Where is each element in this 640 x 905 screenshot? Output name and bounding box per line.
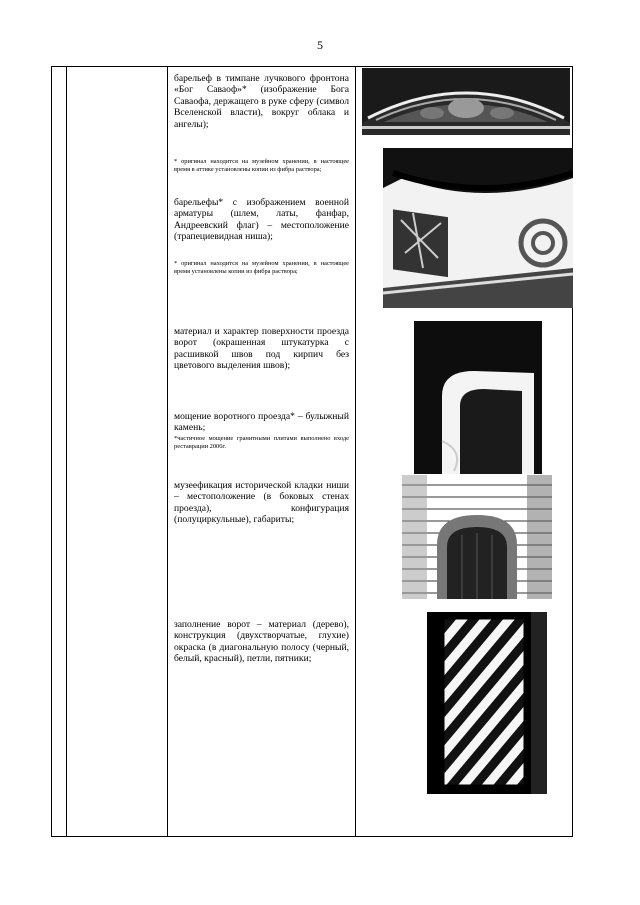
- column-divider: [66, 67, 67, 836]
- footnote-military: * оригинал находится на музейном хранении, в настоящее время установлены копии из фибра раствора;: [174, 260, 349, 276]
- gate-passage-photo: [414, 321, 542, 474]
- striped-gate-photo: [427, 612, 547, 794]
- item-tympanum-relief: барельеф в тимпане лучкового фронтона «Бог Саваоф»* (изображение Бога Саваофа, держащего в руке сферу (символ Вселенской власти), вокруг облака и ангелы);: [174, 73, 349, 130]
- column-divider: [167, 67, 168, 836]
- footnote-paving: *частичное мощение гранитными плитами выполнено входе реставрации 2006г.: [174, 435, 349, 451]
- document-table: [51, 66, 573, 837]
- item-paving: мощение воротного проезда* – булыжный камень;: [174, 411, 349, 434]
- item-gate-filling: заполнение ворот – материал (дерево), конструкция (двухстворчатые, глухие) окраска (в диагональную полосу (черный, белый, красный), петли, пятники;: [174, 619, 349, 665]
- column-divider: [355, 67, 356, 836]
- item-niche-masonry: музеефикация исторической кладки ниши – местоположение (в боковых стенах проезда), конфигурация (полуциркульные), габариты;: [174, 480, 349, 526]
- footnote-tympanum: * оригинал находится на музейном хранении, в настоящее время в аттике установлены копии из фибра раствора;: [174, 158, 349, 174]
- item-military-reliefs: барельефы* с изображением военной арматуры (шлем, латы, фанфар, Андреевский флаг) – местоположение (трапециевидная ниша);: [174, 197, 349, 243]
- item-passage-surface: материал и характер поверхности проезда ворот (окрашенная штукатурка с расшивкой швов под кирпич без цветового выделения швов);: [174, 326, 349, 372]
- tympanum-relief-photo: [362, 68, 570, 135]
- brick-niche-photo: [402, 475, 552, 599]
- military-relief-photo: [383, 148, 573, 308]
- page-number: 5: [317, 38, 323, 52]
